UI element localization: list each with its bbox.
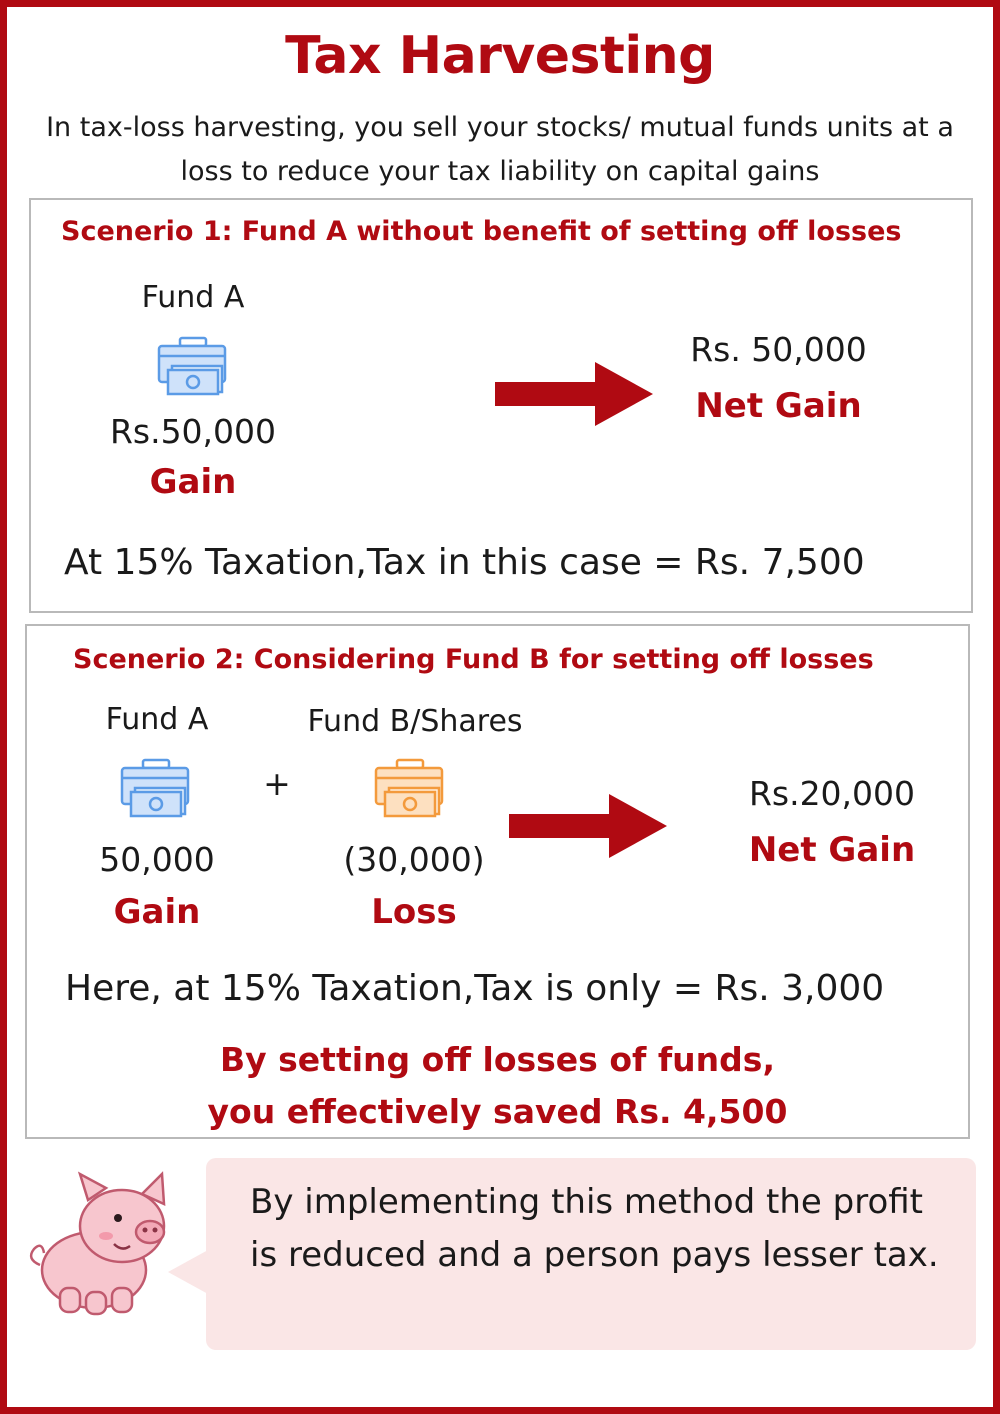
scenario-2-net-label: Net Gain	[748, 830, 916, 870]
callout-tail	[168, 1250, 208, 1294]
scenario-2-heading: Scenerio 2: Considering Fund B for setting off losses	[73, 644, 874, 675]
callout-bubble	[206, 1158, 976, 1350]
scenario-1-fund-result: Gain	[149, 462, 237, 502]
pig-mascot	[22, 1170, 172, 1320]
scenario-2-fund-b-label: Fund B/Shares	[307, 704, 523, 739]
scenario-2-fund-b-value: (30,000)	[343, 840, 485, 879]
saving-line-2: you effectively saved Rs. 4,500	[207, 1092, 788, 1131]
scenario-2-fund-a-result: Gain	[113, 892, 201, 932]
scenario-1-net-value: Rs. 50,000	[690, 330, 867, 369]
fund-b-briefcase-icon	[373, 758, 447, 818]
fund-a-briefcase-icon	[119, 758, 193, 818]
callout-text: By implementing this method the profit is reduced and a person pays lesser tax.	[250, 1182, 939, 1275]
scenario-2-fund-a-value: 50,000	[99, 840, 215, 879]
scenario-1-right-arrow-icon	[495, 362, 653, 426]
scenario-1-fund-label: Fund A	[141, 280, 245, 315]
intro-text: In tax-loss harvesting, you sell your stocks/ mutual funds units at a loss to reduce your tax liability on capital gains	[46, 112, 954, 187]
scenario-2-fund-b-result: Loss	[371, 892, 457, 932]
scenario-2-net-value: Rs.20,000	[748, 774, 916, 813]
page-title: Tax Harvesting	[285, 26, 715, 86]
scenario-1-tax-line: At 15% Taxation,Tax in this case = Rs. 7,500	[64, 542, 865, 583]
saving-line-1: By setting off losses of funds,	[220, 1040, 775, 1079]
scenario-2-panel	[25, 624, 970, 1139]
scenario-2-right-arrow-icon	[509, 794, 667, 858]
fund-a-briefcase-icon	[156, 336, 230, 396]
plus-sign: +	[263, 764, 291, 803]
scenario-1-net-label: Net Gain	[695, 386, 862, 426]
scenario-1-fund-value: Rs.50,000	[109, 412, 277, 451]
scenario-2-fund-a-label: Fund A	[105, 702, 209, 737]
scenario-1-panel	[29, 198, 973, 613]
scenario-1-heading: Scenerio 1: Fund A without benefit of setting off losses	[61, 216, 902, 247]
scenario-2-tax-line: Here, at 15% Taxation,Tax is only = Rs. 3,000	[65, 968, 885, 1009]
